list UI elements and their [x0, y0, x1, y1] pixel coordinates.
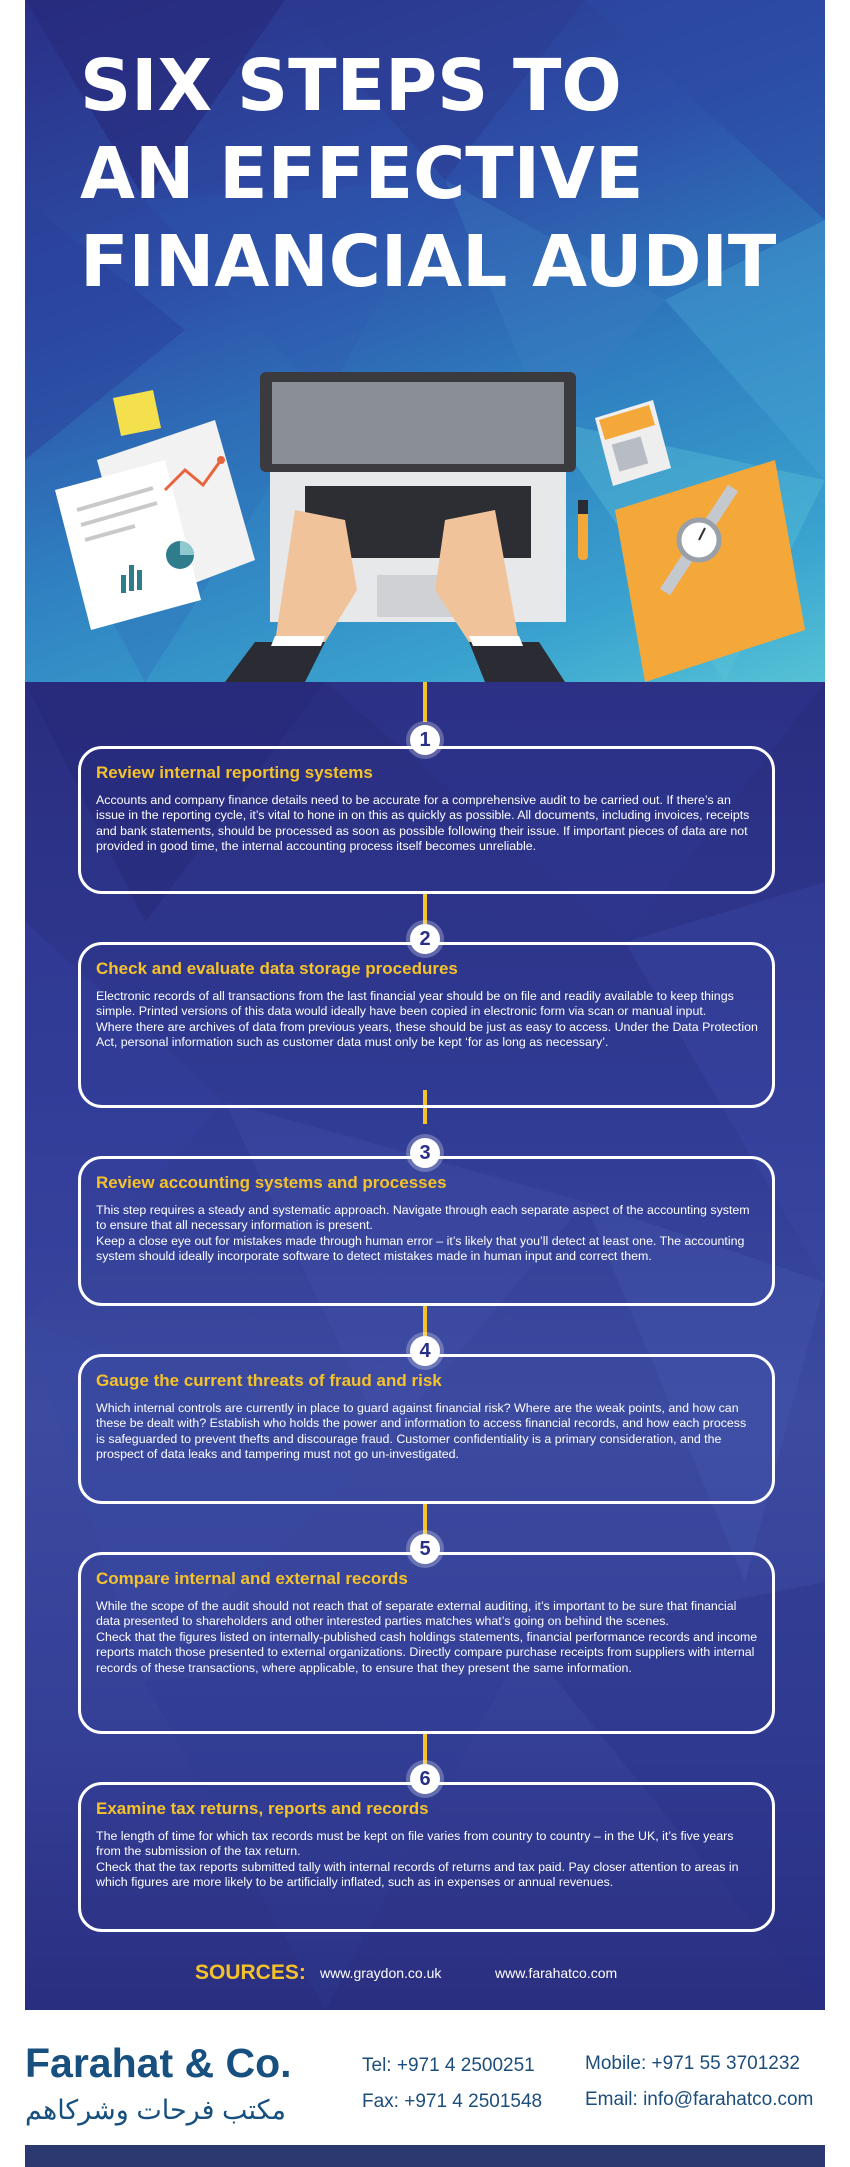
sources-row [195, 1953, 715, 1993]
step-body: Accounts and company finance details need to be accurate for a comprehensive audit to be carried out. If there’s an issue in the reporting cycle, it’s vital to hone in on this as quickly as possible. All documents, including invoices, receipts and bank statements, should be processed as soon as possible following their issue. If important pieces of data are not provided in good time, the internal accounting process itself becomes unreliable. [96, 793, 750, 854]
connector-line [423, 1504, 427, 1534]
step-card [78, 942, 775, 1108]
step-title: Compare internal and external records [96, 1569, 408, 1588]
source-link[interactable]: www.farahatco.com [495, 1965, 618, 1981]
step-number-badge: 6 [410, 1764, 440, 1794]
pen-icon [578, 500, 588, 560]
desk-illustration [25, 360, 825, 682]
sources-label: SOURCES: [195, 1961, 306, 1984]
page-title [80, 42, 776, 306]
connector-line [423, 682, 427, 722]
step-body: This step requires a steady and systematic approach. Navigate through each separate aspect of the accounting system to ensure that all necessary information is present. Keep a close eye out for mistakes made through human error – it’s likely that you’ll detect at least one. The accounting system should ideally incorporate software to detect mistakes made in human input and correct them. [96, 1203, 750, 1264]
calculator-icon [595, 400, 671, 486]
steps-section [25, 682, 825, 2010]
step-body: The length of time for which tax records must be kept on file varies from country to country – in the UK, it’s five years from the submission of the tax return. Check that the tax reports submitted tally with internal records of returns and tax paid. Pay closer attention to areas in which figures are more likely to be artificially inflated, such as in expenses or annual revenues. [96, 1829, 739, 1890]
documents-icon [55, 420, 255, 630]
step-card [78, 1156, 775, 1306]
title-line: AN EFFECTIVE [80, 132, 644, 215]
step-card [78, 1782, 775, 1932]
infographic-page [25, 0, 825, 2167]
step-card [78, 1354, 775, 1504]
company-name-arabic: مكتب فرحات وشركاهم [25, 2095, 287, 2125]
connector-line [423, 1306, 427, 1336]
sticky-note-icon [113, 390, 161, 436]
step-title: Examine tax returns, reports and records [96, 1799, 429, 1818]
step-body: Which internal controls are currently in place to guard against financial risk? Where are the weak points, and how can these be dealt with? Establish who holds the power and information to access financial records, and how each process is safeguarded to prevent thefts and discourage fraud. Customer confidentiality is a primary consideration, and the prospect of data leaks and tampering must not go un-investigated. [96, 1401, 747, 1462]
bottom-bar [25, 2145, 825, 2167]
title-line: FINANCIAL AUDIT [80, 220, 777, 303]
connector-line [423, 894, 427, 924]
mobile-number: Mobile: +971 55 3701232 [585, 2053, 800, 2074]
step-title: Gauge the current threats of fraud and risk [96, 1371, 442, 1390]
source-link[interactable]: www.graydon.co.uk [320, 1965, 442, 1981]
folder-icon [615, 460, 805, 682]
email-address[interactable]: Email: info@farahatco.com [585, 2089, 814, 2110]
hero-banner [25, 0, 825, 682]
step-card [78, 746, 775, 894]
step-title: Review accounting systems and processes [96, 1173, 447, 1192]
phone-number: Tel: +971 4 2500251 [362, 2055, 535, 2076]
step-number-badge: 2 [410, 924, 440, 954]
step-body: While the scope of the audit should not reach that of separate external auditing, it’s important to be sure that financial data presented to shareholders and other interested parties matches what’s going on behind the scenes. Check that the figures listed on internally-published cash holdings statements, financial performance records and income reports match those presented to external organizations. Directly compare purchase receipts from suppliers with internal records of these transactions, where applicable, to ensure that they present the same information. [96, 1599, 758, 1675]
step-number-badge: 1 [410, 725, 440, 755]
step-title: Check and evaluate data storage procedures [96, 959, 458, 978]
step-body: Electronic records of all transactions from the last financial year should be on file and readily available to keep things simple. Printed versions of this data would ideally have been copied in electronic form via scan or manual input. Where there are archives of data from previous years, these should be just as easy to access. Under the Data Protection Act, personal information such as customer data must only be kept ‘for as long as necessary’. [96, 989, 758, 1050]
connector-line [423, 1734, 427, 1764]
footer [25, 2010, 825, 2145]
step-title: Review internal reporting systems [96, 763, 373, 782]
fax-number: Fax: +971 4 2501548 [362, 2091, 543, 2112]
title-line: SIX STEPS TO [80, 44, 622, 127]
step-number-badge: 4 [410, 1336, 440, 1366]
step-number-badge: 5 [410, 1534, 440, 1564]
step-number-badge: 3 [410, 1138, 440, 1168]
step-card [78, 1552, 775, 1734]
company-logo: Farahat & Co. [25, 2040, 292, 2086]
